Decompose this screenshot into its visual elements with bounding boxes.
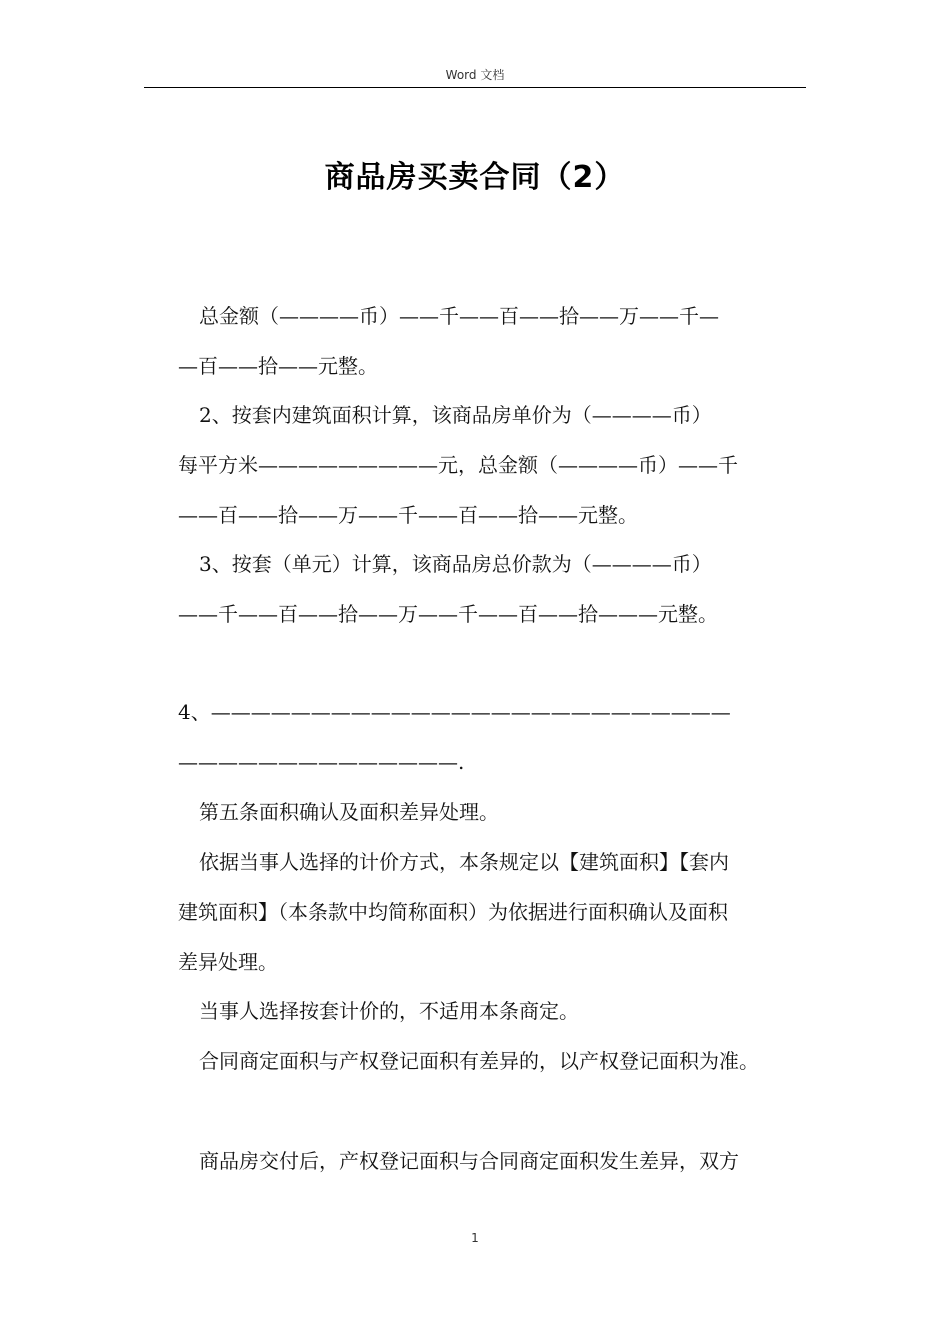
- body-line: 第五条面积确认及面积差异处理。: [199, 800, 499, 824]
- body-line: 4、——————————————————————————: [178, 700, 731, 724]
- body-line: —百——拾——元整。: [178, 354, 378, 378]
- body-line: ——千——百——拾——万——千——百——拾———元整。: [178, 602, 718, 626]
- body-line: 每平方米—————————元，总金额（————币）——千: [178, 453, 738, 477]
- body-line: 总金额（————币）——千——百——拾——万——千—: [199, 304, 719, 328]
- body-line: ——百——拾——万——千——百——拾——元整。: [178, 503, 638, 527]
- body-line: 2、按套内建筑面积计算，该商品房单价为（————币）: [199, 403, 712, 427]
- page-header: Word 文档: [445, 68, 505, 82]
- body-line: ——————————————.: [178, 750, 465, 774]
- body-line: 建筑面积】（本条款中均简称面积）为依据进行面积确认及面积: [178, 900, 728, 924]
- body-line: 当事人选择按套计价的，不适用本条商定。: [199, 999, 579, 1023]
- header-rule: [144, 87, 806, 88]
- body-line: 合同商定面积与产权登记面积有差异的，以产权登记面积为准。: [199, 1049, 759, 1073]
- body-line: 商品房交付后，产权登记面积与合同商定面积发生差异，双方: [199, 1149, 739, 1173]
- body-line: 差异处理。: [178, 950, 278, 974]
- body-line: 3、按套（单元）计算，该商品房总价款为（————币）: [199, 552, 712, 576]
- body-line: 依据当事人选择的计价方式，本条规定以【建筑面积】【套内: [199, 850, 729, 874]
- page-number: 1: [471, 1231, 479, 1245]
- document-title: 商品房买卖合同（2）: [324, 160, 626, 195]
